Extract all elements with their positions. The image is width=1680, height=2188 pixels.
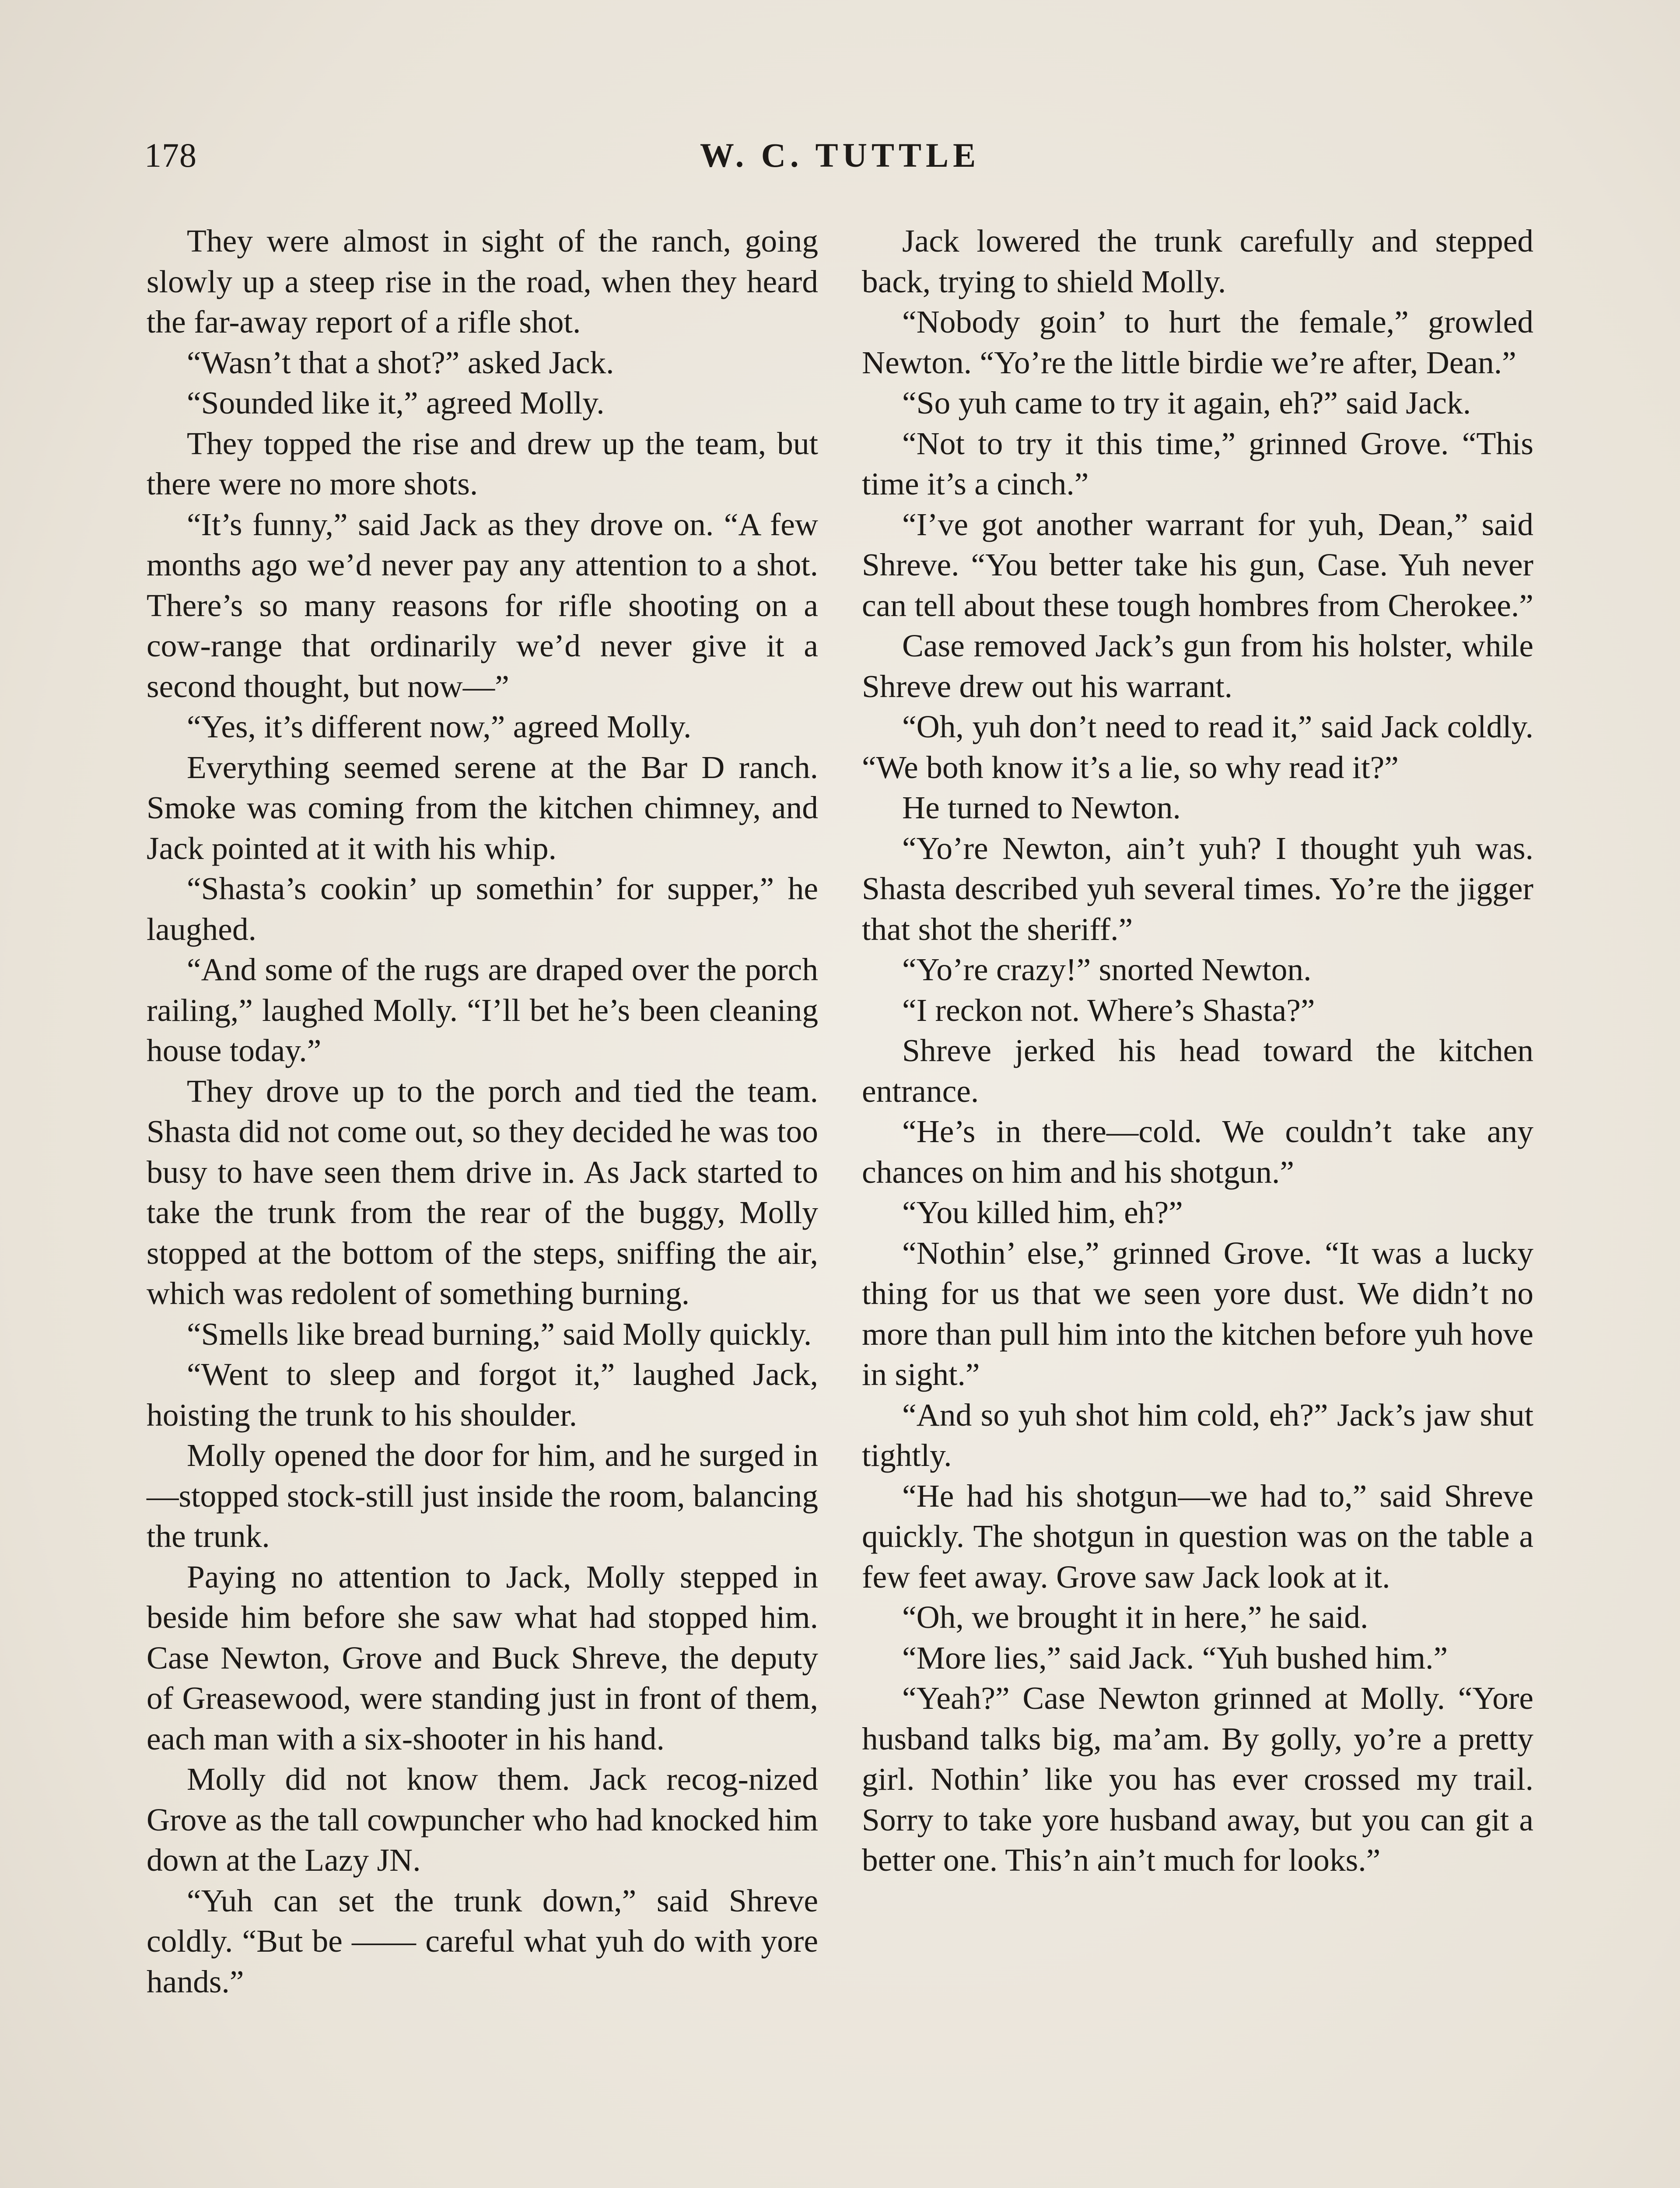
paragraph: “He’s in there—cold. We couldn’t take any chances on him and his shotgun.”	[862, 1114, 1533, 1190]
paragraph: They were almost in sight of the ranch, going slowly up a steep rise in the road, when they heard the far-away report of a rifle shot.	[147, 223, 818, 340]
page-header	[144, 131, 1536, 184]
paragraph: “More lies,” said Jack. “Yuh bushed him.”	[902, 1640, 1448, 1676]
paragraph: “It’s funny,” said Jack as they drove on. “A few months ago we’d never pay any attention to a shot. There’s so many reasons for rifle shooting on a cow-range that ordinarily we’d never give it a second thought, but now—”	[147, 506, 818, 704]
paragraph: Jack lowered the trunk carefully and stepped back, trying to shield Molly.	[862, 223, 1533, 299]
paragraph: “And some of the rugs are draped over the porch railing,” laughed Molly. “I’ll bet he’s been cleaning house today.”	[147, 952, 818, 1068]
running-head: W. C. TUTTLE	[700, 136, 980, 174]
page-number: 178	[144, 136, 197, 174]
paragraph: “I’ve got another warrant for yuh, Dean,” said Shreve. “You better take his gun, Case. Yuh never can tell about these tough hombres from Cherokee.”	[862, 506, 1533, 623]
paragraph: “Not to try it this time,” grinned Grove. “This time it’s a cinch.”	[862, 425, 1533, 501]
paragraph: “Oh, we brought it in here,” he said.	[902, 1599, 1368, 1635]
right-column	[862, 221, 1533, 1881]
paragraph: Molly opened the door for him, and he surged in—stopped stock-still just inside the room, balancing the trunk.	[147, 1438, 818, 1554]
paragraph: He turned to Newton.	[902, 790, 1181, 825]
paragraph: “Yo’re Newton, ain’t yuh? I thought yuh was. Shasta described yuh several times. Yo’re the jigger that shot the sheriff.”	[862, 830, 1533, 947]
paragraph: “Oh, yuh don’t need to read it,” said Jack coldly. “We both know it’s a lie, so why read it?”	[862, 709, 1533, 785]
left-column	[147, 221, 818, 2002]
paragraph: Molly did not know them. Jack recog-nized Grove as the tall cowpuncher who had knocked him down at the Lazy JN.	[147, 1761, 818, 1878]
paragraph: “Yes, it’s different now,” agreed Molly.	[187, 709, 692, 744]
paragraph: Paying no attention to Jack, Molly stepped in beside him before she saw what had stopped him. Case Newton, Grove and Buck Shreve, the deputy of Greasewood, were standing just in front of them, each man with a six-shooter in his hand.	[147, 1559, 818, 1757]
paragraph: “He had his shotgun—we had to,” said Shreve quickly. The shotgun in question was on the table a few feet away. Grove saw Jack look at it.	[862, 1478, 1533, 1595]
paragraph: Everything seemed serene at the Bar D ranch. Smoke was coming from the kitchen chimney, and Jack pointed at it with his whip.	[147, 749, 818, 866]
paragraph: “Nobody goin’ to hurt the female,” growled Newton. “Yo’re the little birdie we’re after, Dean.”	[862, 304, 1533, 380]
paragraph: “Wasn’t that a shot?” asked Jack.	[187, 344, 614, 380]
paragraph: They topped the rise and drew up the team, but there were no more shots.	[147, 425, 818, 501]
paragraph: “Smells like bread burning,” said Molly quickly.	[187, 1316, 812, 1352]
paragraph: “Nothin’ else,” grinned Grove. “It was a lucky thing for us that we seen yore dust. We didn’t no more than pull him into the kitchen before yuh hove in sight.”	[862, 1235, 1533, 1392]
paragraph: “Yo’re crazy!” snorted Newton.	[902, 952, 1312, 987]
paragraph: “Yeah?” Case Newton grinned at Molly. “Yore husband talks big, ma’am. By golly, yo’re a pretty girl. Nothin’ like you has ever crossed my trail. Sorry to take yore husband away, but you can git a better one. This’n ain’t much for looks.”	[862, 1680, 1533, 1878]
paragraph: “And so yuh shot him cold, eh?” Jack’s jaw shut tightly.	[862, 1397, 1533, 1473]
paragraph: “Went to sleep and forgot it,” laughed Jack, hoisting the trunk to his shoulder.	[147, 1357, 818, 1433]
paragraph: Shreve jerked his head toward the kitchen entrance.	[862, 1033, 1533, 1109]
paragraph: They drove up to the porch and tied the team. Shasta did not come out, so they decided he was too busy to have seen them drive in. As Jack started to take the trunk from the rear of the buggy, Molly stopped at the bottom of the steps, sniffing the air, which was redolent of something burning.	[147, 1073, 818, 1311]
paragraph: Case removed Jack’s gun from his holster, while Shreve drew out his warrant.	[862, 628, 1533, 704]
paragraph: “So yuh came to try it again, eh?” said Jack.	[902, 385, 1471, 421]
paragraph: “You killed him, eh?”	[902, 1195, 1183, 1230]
paragraph: “Sounded like it,” agreed Molly.	[187, 385, 605, 421]
paragraph: “I reckon not. Where’s Shasta?”	[902, 992, 1315, 1028]
paragraph: “Shasta’s cookin’ up somethin’ for supper,” he laughed.	[147, 871, 818, 947]
paragraph: “Yuh can set the trunk down,” said Shreve coldly. “But be —— careful what yuh do with yore hands.”	[147, 1883, 818, 1999]
